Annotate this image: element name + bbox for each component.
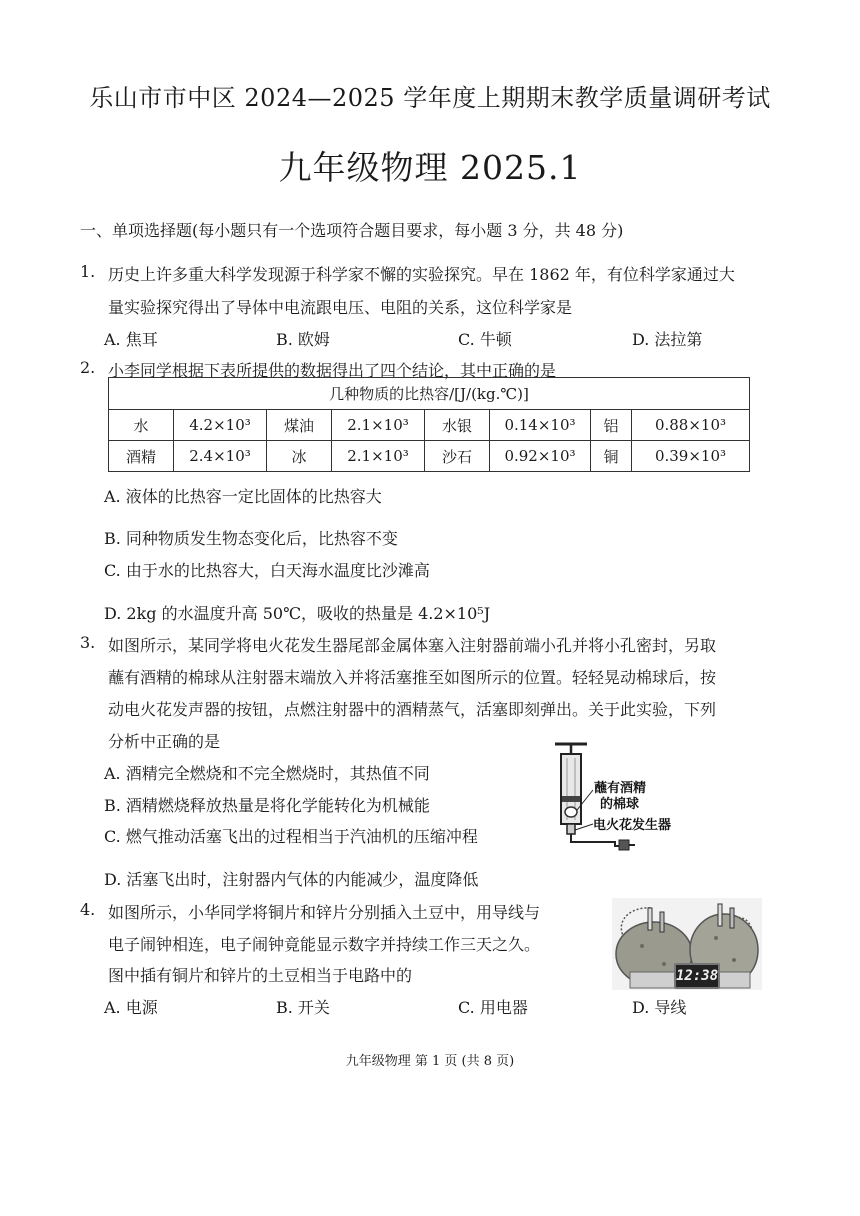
- option-c: C. 由于水的比热容大，白天海水温度比沙滩高: [104, 561, 430, 580]
- table-cell: 0.88×10³: [632, 410, 750, 441]
- table-cell: 酒精: [109, 441, 174, 472]
- question-text-line: 蘸有酒精的棉球从注射器末端放入并将活塞推至如图所示的位置。轻轻晃动棉球后，按: [108, 668, 717, 687]
- question-text-line: 小李同学根据下表所提供的数据得出了四个结论，其中正确的是: [108, 361, 557, 380]
- question-text-line: 图中插有铜片和锌片的土豆相当于电路中的: [108, 966, 413, 985]
- question-text-line: 如图所示，小华同学将铜片和锌片分别插入土豆中，用导线与: [108, 903, 541, 922]
- question-text-line: 电子闹钟相连，电子闹钟竟能显示数字并持续工作三天之久。: [108, 935, 541, 954]
- table-caption: 几种物质的比热容/[J/(kg.℃)]: [109, 378, 750, 410]
- option-c: C. 燃气推动活塞飞出的过程相当于汽油机的压缩冲程: [104, 827, 478, 846]
- question-text-line: 量实验探究得出了导体中电流跟电压、电阻的关系，这位科学家是: [108, 298, 573, 317]
- option-a: A. 电源: [104, 998, 158, 1017]
- question-text-line: 分析中正确的是: [108, 732, 221, 751]
- table-cell: 冰: [267, 441, 332, 472]
- option-b: B. 欧姆: [276, 330, 330, 349]
- question-text-line: 如图所示，某同学将电火花发生器尾部金属体塞入注射器前端小孔并将小孔密封，另取: [108, 636, 717, 655]
- section-heading: 一、单项选择题(每小题只有一个选项符合题目要求，每小题 3 分，共 48 分): [80, 221, 624, 240]
- table-cell: 铜: [591, 441, 632, 472]
- table-cell: 水: [109, 410, 174, 441]
- specific-heat-table: [108, 377, 750, 472]
- exam-subtitle: 九年级物理 2025.1: [278, 148, 582, 187]
- table-cell: 2.1×10³: [332, 441, 425, 472]
- table-cell: 沙石: [425, 441, 490, 472]
- figure-label: 蘸有酒精: [594, 781, 647, 796]
- option-a: A. 焦耳: [104, 330, 158, 349]
- question-number: 1.: [80, 262, 96, 281]
- option-b: B. 同种物质发生物态变化后，比热容不变: [104, 529, 398, 548]
- table-cell: 2.4×10³: [174, 441, 267, 472]
- page-footer: 九年级物理 第 1 页 (共 8 页): [345, 1054, 515, 1069]
- figure-label: 电火花发生器: [593, 818, 672, 833]
- figure-label: 的棉球: [600, 797, 640, 812]
- option-d: D. 活塞飞出时，注射器内气体的内能减少，温度降低: [104, 870, 479, 889]
- option-b: B. 开关: [276, 998, 330, 1017]
- table-cell: 2.1×10³: [332, 410, 425, 441]
- table-cell: 4.2×10³: [174, 410, 267, 441]
- exam-title: 乐山市市中区 2024—2025 学年度上期期末教学质量调研考试: [89, 84, 771, 112]
- option-d: D. 法拉第: [632, 330, 703, 349]
- table-cell: 水银: [425, 410, 490, 441]
- table-cell: 煤油: [267, 410, 332, 441]
- question-number: 3.: [80, 633, 96, 652]
- option-b: B. 酒精燃烧释放热量是将化学能转化为机械能: [104, 796, 430, 815]
- question-number: 2.: [80, 358, 96, 377]
- option-a: A. 酒精完全燃烧和不完全燃烧时，其热值不同: [104, 764, 430, 783]
- option-c: C. 牛顿: [458, 330, 512, 349]
- table-cell: 0.39×10³: [632, 441, 750, 472]
- option-d: D. 2kg 的水温度升高 50℃，吸收的热量是 4.2×10⁵J: [104, 604, 491, 623]
- question-text-line: 动电火花发声器的按钮，点燃注射器中的酒精蒸气，活塞即刻弹出。关于此实验，下列: [108, 700, 717, 719]
- table-cell: 铝: [591, 410, 632, 441]
- option-d: D. 导线: [632, 998, 687, 1017]
- option-a: A. 液体的比热容一定比固体的比热容大: [104, 487, 382, 506]
- option-c: C. 用电器: [458, 998, 528, 1017]
- table-cell: 0.14×10³: [490, 410, 591, 441]
- alarm-clock-display: 12:38: [674, 963, 720, 989]
- table-row: [109, 441, 750, 472]
- table-row: [109, 410, 750, 441]
- question-number: 4.: [80, 900, 96, 919]
- question-text-line: 历史上许多重大科学发现源于科学家不懈的实验探究。早在 1862 年，有位科学家通过大: [108, 265, 735, 284]
- table-cell: 0.92×10³: [490, 441, 591, 472]
